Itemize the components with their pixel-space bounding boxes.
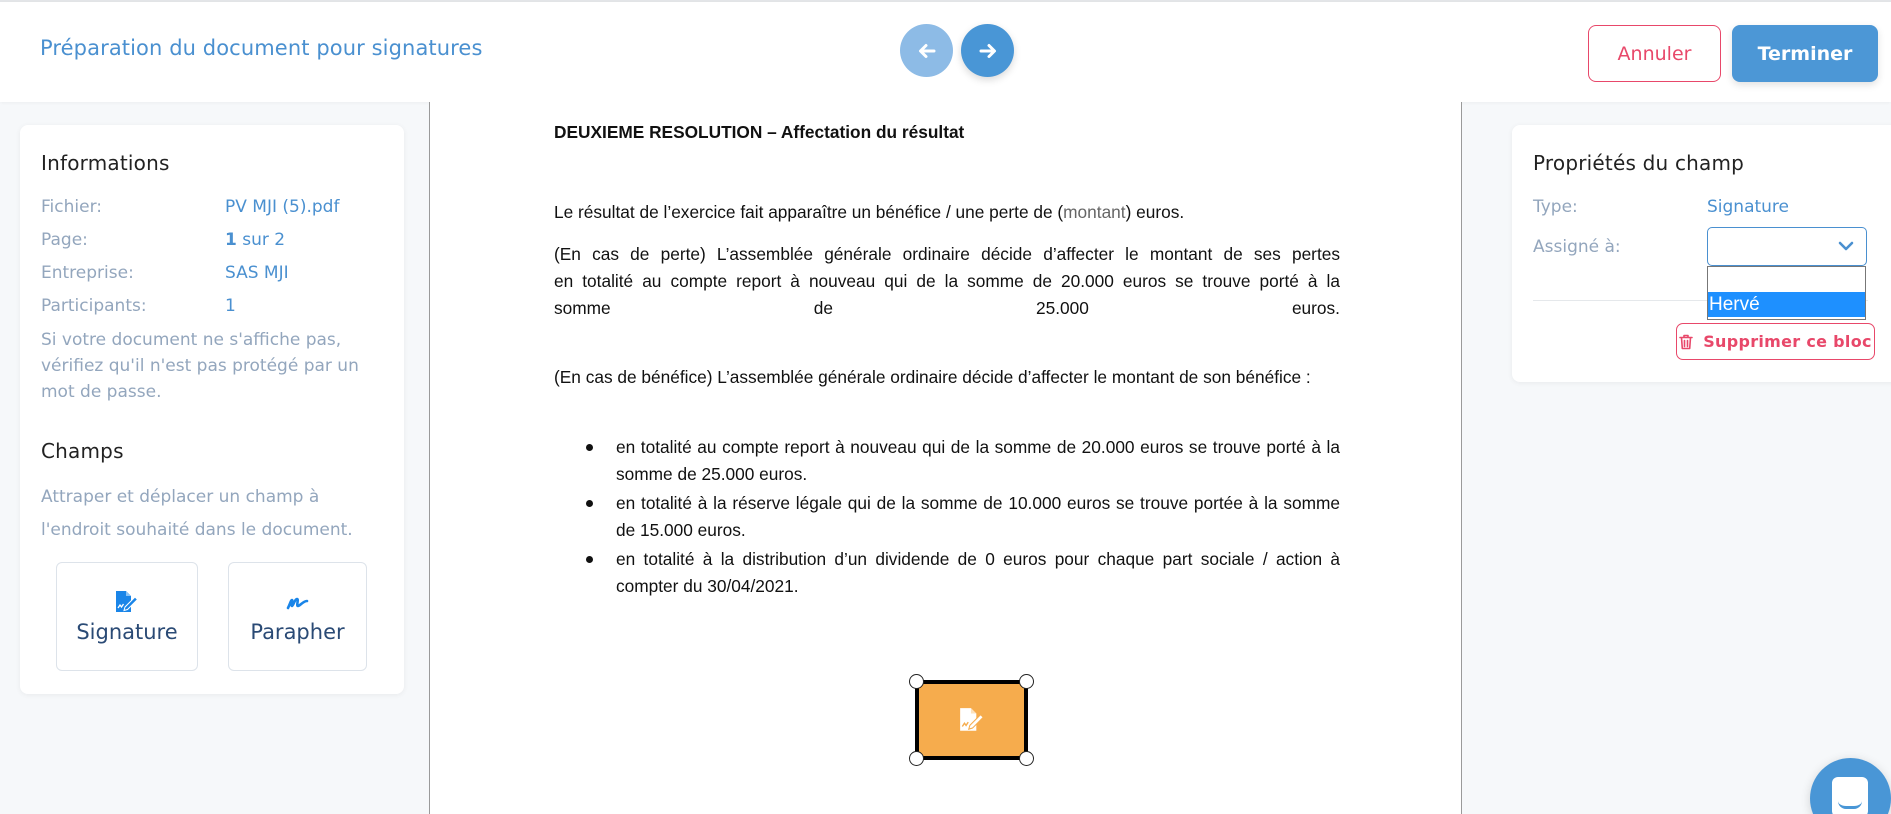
informations-panel [20,125,404,694]
previous-page-button[interactable] [900,24,953,77]
loss-line-3: somme de 25.000 euros. [554,298,1340,318]
resize-handle-bottom-left[interactable] [909,751,924,766]
next-page-button[interactable] [961,24,1014,77]
trash-icon [1679,334,1693,350]
paraph-tile-label: Parapher [250,619,345,644]
paraph-icon [285,590,311,614]
paragraph-loss [554,241,1340,322]
loss-line-1: (En cas de perte) L’assemblée générale ordinaire décide d’affecter le montant de ses pertes [554,244,1340,264]
list-item: en totalité à la distribution d’un dividende de 0 euros pour chaque part sociale / action à compter du 30/04/2021. [554,546,1340,600]
list-item: en totalité au compte report à nouveau qui de la somme de 20.000 euros se trouve porté à la somme de 25.000 euros. [554,434,1340,488]
page-total: sur 2 [236,230,286,250]
assignee-select[interactable] [1707,227,1867,266]
resize-handle-top-left[interactable] [909,674,924,689]
assignee-option-herve[interactable]: Hervé [1708,292,1865,317]
file-label: Fichier: [41,197,102,217]
informations-heading: Informations [41,151,170,175]
assignee-dropdown-list[interactable] [1707,266,1866,320]
arrow-right-icon [978,41,998,61]
page-value [225,230,285,250]
result-text-end: ) euros. [1125,202,1185,222]
file-value: PV MJI (5).pdf [225,197,340,217]
arrow-left-icon [917,41,937,61]
list-item: en totalité à la réserve légale qui de la somme de 10.000 euros se trouve portée à la somme de 15.000 euros. [554,490,1340,544]
participants-value: 1 [225,296,236,316]
type-label: Type: [1533,197,1578,217]
paragraph-result [554,199,1340,226]
paragraph-profit: (En cas de bénéfice) L’assemblée générale ordinaire décide d’affecter le montant de son bénéfice : [554,367,1311,387]
company-value: SAS MJI [225,263,289,283]
loss-line-2: en totalité au compte report à nouveau qui de la somme de 20.000 euros se trouve porté à la [554,271,1340,291]
header-bar [0,2,1891,102]
assigned-label: Assigné à: [1533,237,1621,257]
delete-block-label: Supprimer ce bloc [1703,332,1872,351]
profit-allocation-list [554,434,1340,602]
champs-hint: Attraper et déplacer un champ à l'endroit souhaité dans le document. [41,487,353,540]
champs-heading: Champs [41,439,124,463]
amount-placeholder: montant [1063,202,1126,222]
chevron-down-icon [1838,240,1854,252]
finish-button[interactable]: Terminer [1732,25,1878,82]
properties-heading: Propriétés du champ [1533,151,1745,175]
resolution-title: DEUXIEME RESOLUTION – Affectation du résultat [554,122,965,142]
current-page: 1 [225,230,237,250]
page-title: Préparation du document pour signatures [40,36,483,60]
type-value: Signature [1707,197,1790,217]
signature-field-tile[interactable] [56,562,198,671]
page-label: Page: [41,230,88,250]
signature-doc-icon [114,590,140,614]
signature-doc-icon [958,707,986,733]
delete-block-button[interactable] [1676,323,1875,360]
participants-label: Participants: [41,296,147,316]
company-label: Entreprise: [41,263,134,283]
resize-handle-top-right[interactable] [1019,674,1034,689]
document-viewer[interactable] [429,102,1462,814]
assignee-option-empty[interactable] [1708,267,1865,292]
field-properties-panel [1512,125,1891,382]
password-hint: Si votre document ne s'affiche pas, vérifiez qu'il n'est pas protégé par un mot de passe. [41,330,359,402]
placed-signature-field[interactable] [915,680,1028,760]
cancel-button[interactable]: Annuler [1588,25,1721,82]
resize-handle-bottom-right[interactable] [1019,751,1034,766]
chat-widget-button[interactable] [1810,758,1891,814]
paraph-field-tile[interactable] [228,562,367,671]
result-text-start: Le résultat de l’exercice fait apparaître un bénéfice / une perte de ( [554,202,1064,222]
signature-tile-label: Signature [76,619,178,644]
